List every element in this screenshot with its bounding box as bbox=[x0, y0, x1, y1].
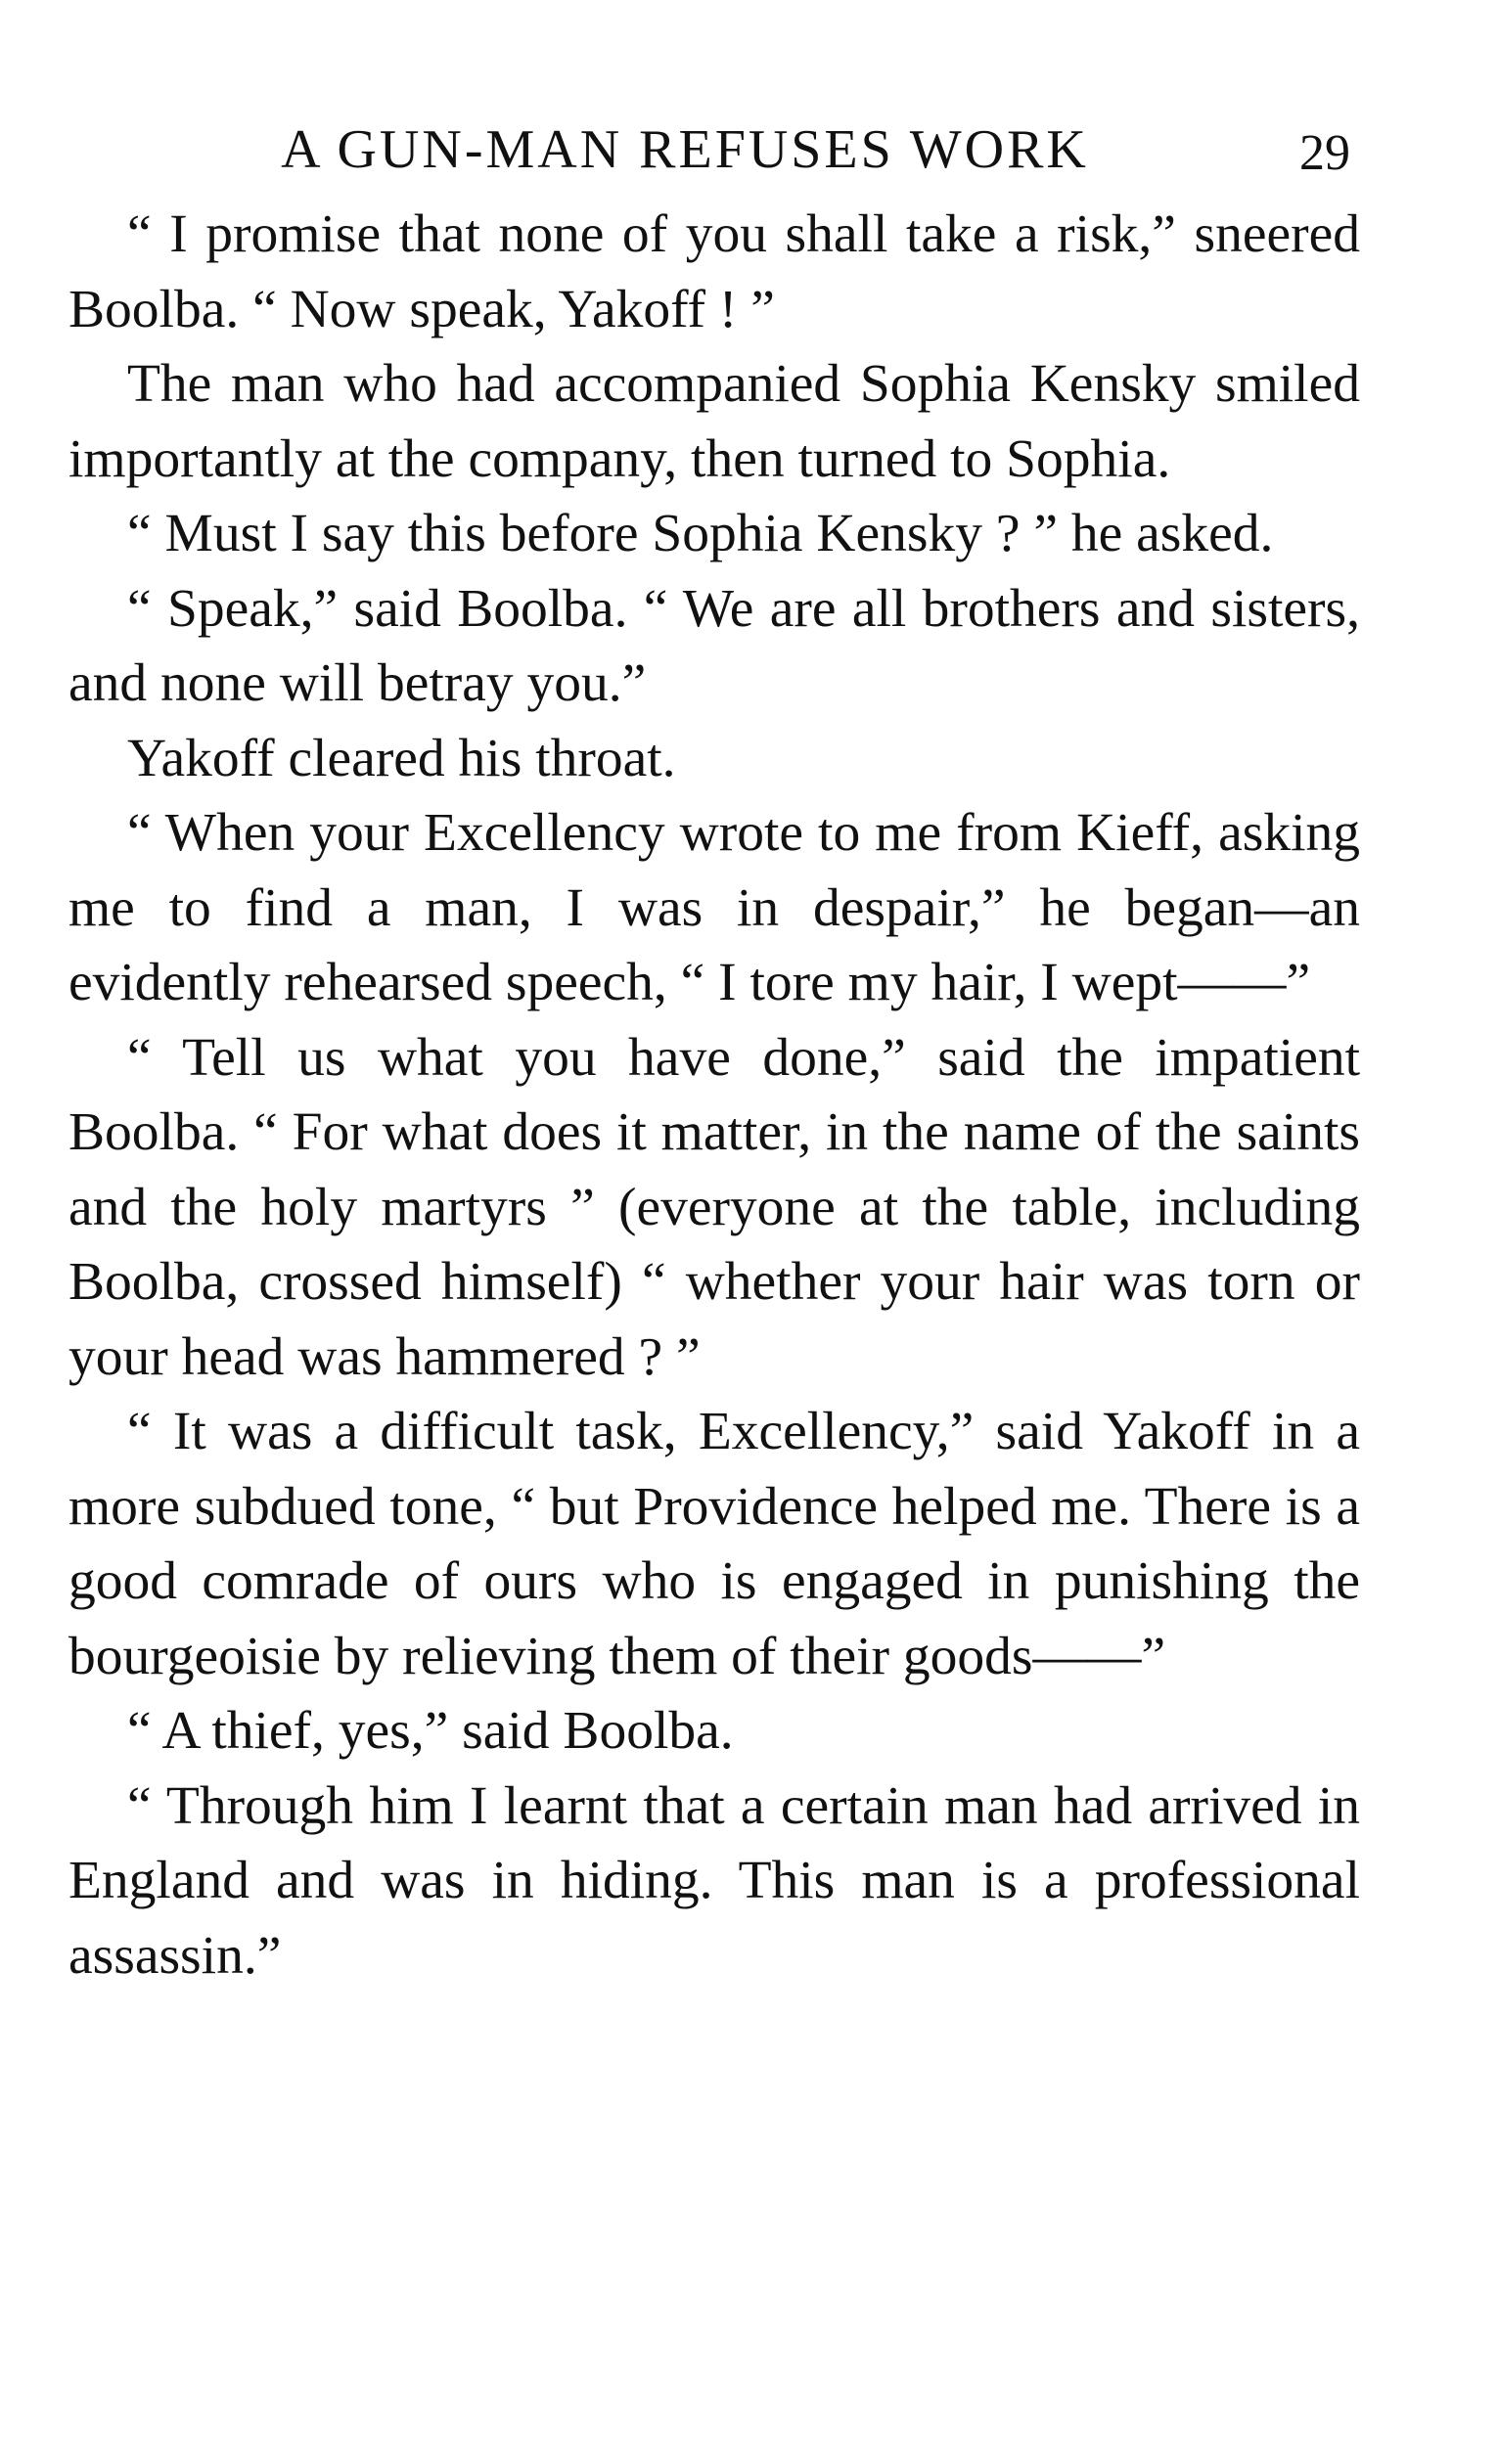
paragraph: “ It was a difficult task, Excellency,” said Yakoff in a more subdued tone, “ but Providence helped me. There is a good comrade of ours who is engaged in punishing the bourgeoisie by relieving them of their goods——” bbox=[68, 1402, 1360, 1686]
paragraph: “ Must I say this before Sophia Kensky ? ” he asked. bbox=[127, 504, 1274, 563]
paragraph: “ Tell us what you have done,” said the impatient Boolba. “ For what does it matter, in the name of the saints and the holy martyrs ” (everyone at the table, including Boolba, crossed himself) “ whether your hair was torn or your head was hammered ? ” bbox=[68, 1027, 1360, 1387]
paragraph: “ Speak,” said Boolba. “ We are all brothers and sisters, and none will betray you.” bbox=[68, 578, 1360, 713]
paragraph: “ Through him I learnt that a certain man had arrived in England and was in hiding. This man is a professional assassin.” bbox=[68, 1775, 1360, 1986]
page-number: 29 bbox=[1299, 125, 1350, 181]
running-head bbox=[68, 115, 1360, 184]
page-title: A GUN-MAN REFUSES WORK bbox=[281, 119, 1089, 180]
paragraph: “ When your Excellency wrote to me from Kieff, asking me to find a man, I was in despair,” he began—an evidently rehearsed speech, “ I tore my hair, I wept——” bbox=[68, 803, 1360, 1012]
paragraph: “ A thief, yes,” said Boolba. bbox=[127, 1701, 734, 1761]
paragraph: Yakoff cleared his throat. bbox=[127, 728, 676, 788]
body-text bbox=[68, 198, 1360, 1994]
paragraph: The man who had accompanied Sophia Kensky smiled importantly at the company, then turned to Sophia. bbox=[68, 354, 1360, 489]
paragraph: “ I promise that none of you shall take a risk,” sneered Boolba. “ Now speak, Yakoff ! ” bbox=[68, 204, 1360, 339]
book-page bbox=[68, 115, 1360, 1994]
